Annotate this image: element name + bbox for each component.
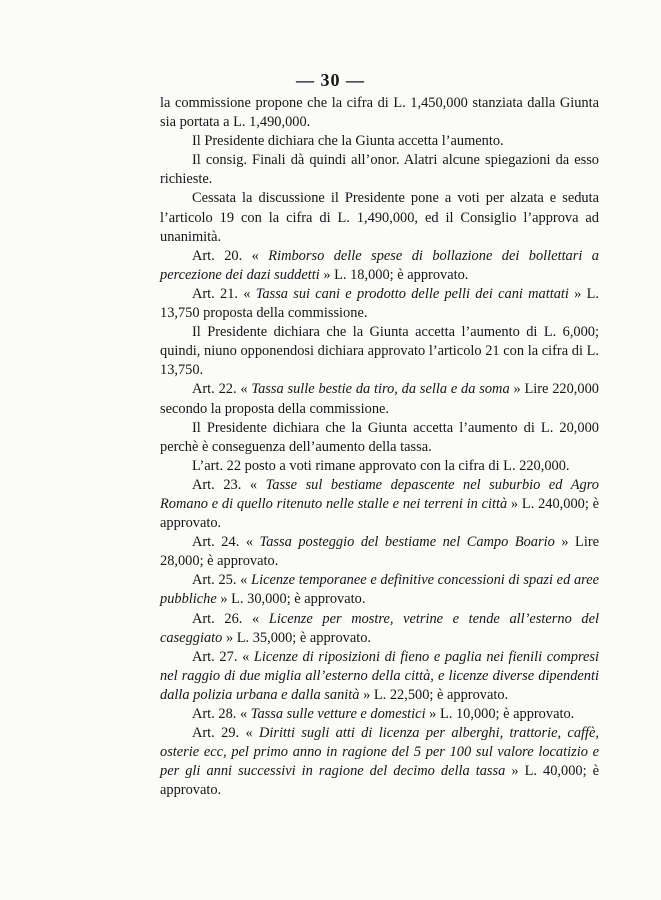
italic-title: Tassa sulle bestie da tiro, da sella e da soma <box>251 381 510 398</box>
text-run: Art. 29. « <box>192 725 259 742</box>
paragraph <box>160 189 599 246</box>
paragraph <box>160 648 599 705</box>
text-run: Art. 23. « <box>192 476 266 493</box>
italic-title: Licenze per mostre, vetrine e tende all’esterno del caseggiato <box>160 610 599 646</box>
text-run: » L. 35,000; è approvato. <box>222 629 372 646</box>
paragraph <box>160 724 599 800</box>
text-run: Art. 25. « <box>192 572 252 589</box>
text-run: Art. 21. « <box>192 285 256 302</box>
text-run: L’art. 22 posto a voti rimane approvato con la cifra di L. 220,000. <box>192 457 570 474</box>
paragraph <box>160 132 599 151</box>
text-run: la commissione propone che la cifra di L. 1,450,000 stanziata dalla Giunta sia portata a L. 1,490,000. <box>160 95 599 131</box>
paragraph <box>160 285 599 323</box>
italic-title: Licenze di riposizioni di fieno e paglia nei fienili compresi nel raggio di due miglia all’esterno della città, e licenze diverse dipendenti dalla polizia urbana e dalla sanità <box>160 648 599 703</box>
text-run: » L. 22,500; è approvato. <box>359 686 509 703</box>
text-run: Art. 22. « <box>192 381 252 398</box>
page-number: — 30 — <box>296 70 365 90</box>
text-run: » Lire 220,000 secondo la proposta della commissione. <box>160 381 599 417</box>
paragraph <box>160 571 599 609</box>
italic-title: Rimborso delle spese di bollazione dei bollettari a percezione dei dazi suddetti <box>160 247 599 283</box>
italic-title: Licenze temporanee e definitive concessioni di spazi ed aree pubbliche <box>160 572 599 608</box>
italic-title: Tassa sui cani e prodotto delle pelli dei cani mattati <box>255 285 569 302</box>
text-run: » Lire 28,000; è approvato. <box>160 534 600 570</box>
italic-title: Tasse sul bestiame depascente nel suburbio ed Agro Romano e di quello ritenuto nelle stalle e nei terreni in città <box>160 476 599 512</box>
paragraph <box>160 247 599 285</box>
text-run: » L. 40,000; è approvato. <box>160 763 600 799</box>
text-run: Il consig. Finali dà quindi all’onor. Alatri alcune spiegazioni da esso richieste. <box>160 152 599 188</box>
text-run: Art. 20. « <box>192 247 269 264</box>
paragraph <box>160 476 599 533</box>
italic-title: Tassa posteggio del bestiame nel Campo Boario <box>259 534 555 551</box>
text-run: Art. 27. « <box>192 648 254 665</box>
text-run: Il Presidente dichiara che la Giunta accetta l’aumento. <box>192 133 504 150</box>
paragraph <box>160 380 599 418</box>
paragraph <box>160 419 599 457</box>
paragraph <box>160 323 599 380</box>
text-run: » L. 30,000; è approvato. <box>216 591 366 608</box>
text-run: Cessata la discussione il Presidente pone a voti per alzata e seduta l’articolo 19 con la cifra di L. 1,490,000, ed il Consiglio l’approva ad unanimità. <box>160 190 599 245</box>
text-run: Il Presidente dichiara che la Giunta accetta l’aumento di L. 20,000 perchè è conseguenza dell’aumento della tassa. <box>160 419 599 455</box>
text-run: Art. 24. « <box>192 534 260 551</box>
paragraph <box>160 533 599 571</box>
text-run: » L. 10,000; è approvato. <box>425 706 575 722</box>
text-run: » L. 13,750 proposta della commissione. <box>160 285 600 322</box>
text-run: Il Presidente dichiara che la Giunta accetta l’aumento di L. 6,000; quindi, niuno opponendosi dichiara approvato l’articolo 21 con la cifra di L. 13,750. <box>160 324 599 379</box>
body-text <box>160 94 599 800</box>
paragraph <box>160 705 599 724</box>
italic-title: Diritti sugli atti di licenza per alberghi, trattorie, caffè, osterie ecc, pel primo anno in ragione del 5 per 100 sul valore locatizio e per gli anni successivi in ragione del decimo della tassa <box>160 725 599 780</box>
paragraph <box>160 94 599 132</box>
paragraph <box>160 151 599 189</box>
paragraph <box>160 457 599 476</box>
text-run: » L. 18,000; è approvato. <box>319 266 469 283</box>
text-run: » L. 240,000; è approvato. <box>160 495 600 532</box>
text-run: Art. 28. « <box>192 706 251 722</box>
text-run: Art. 26. « <box>192 610 269 627</box>
italic-title: Tassa sulle vetture e domestici <box>250 706 426 722</box>
paragraph <box>160 610 599 648</box>
